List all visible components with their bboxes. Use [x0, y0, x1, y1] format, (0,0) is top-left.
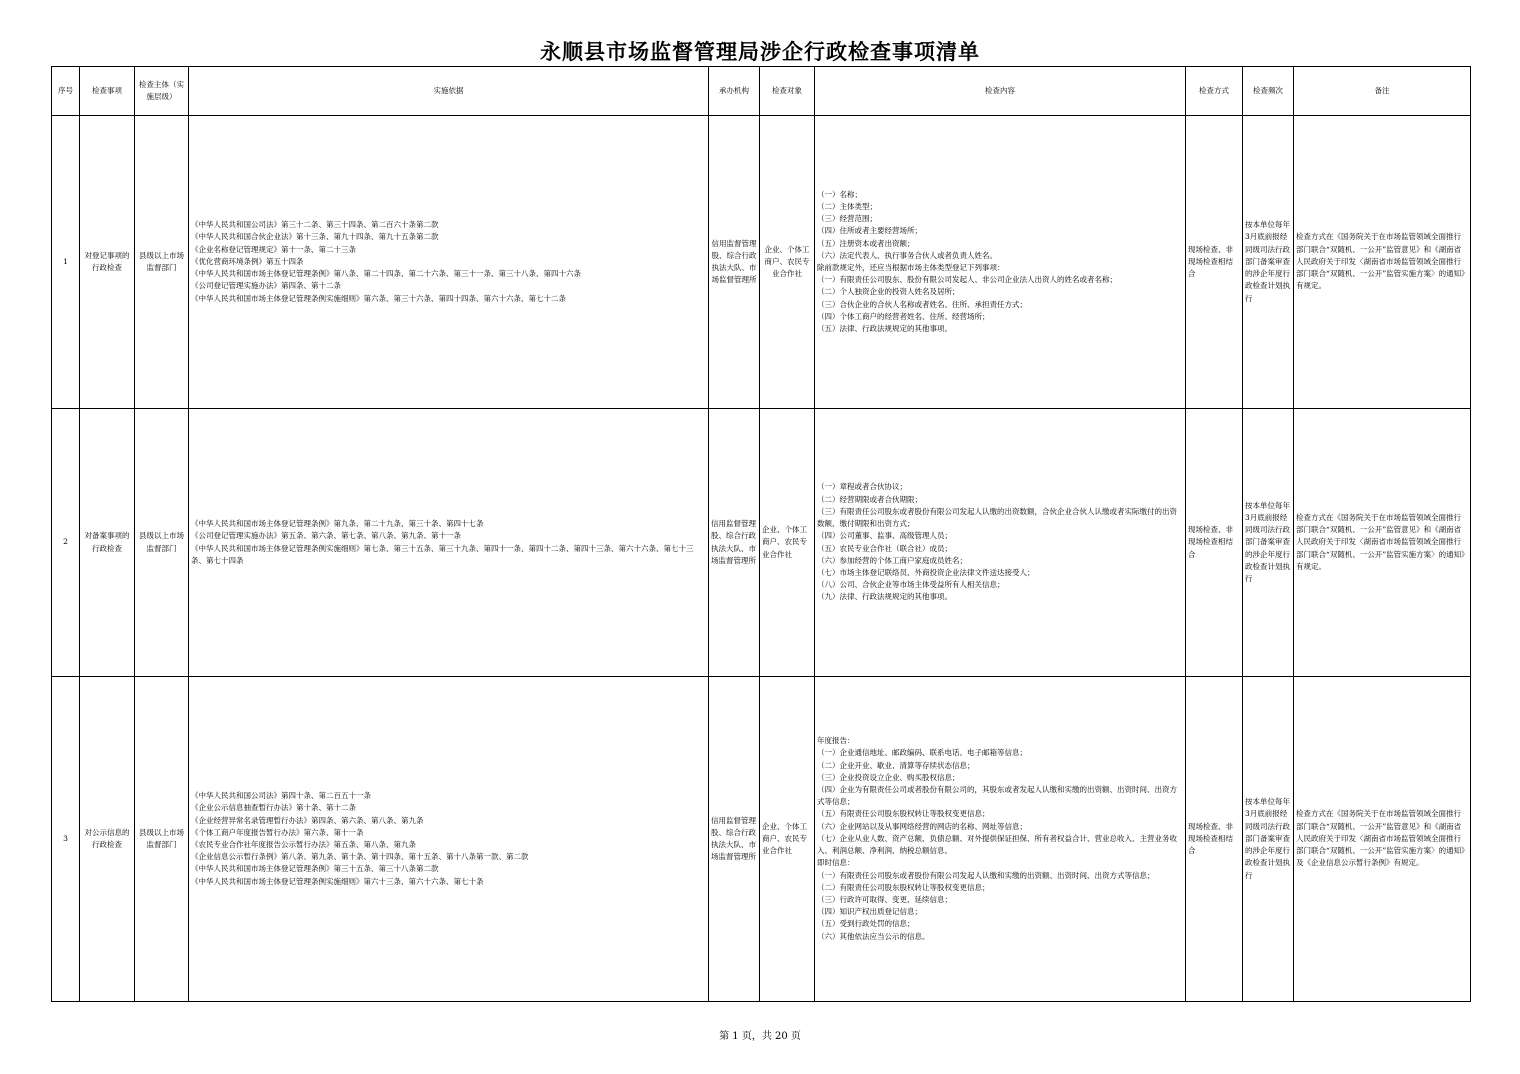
- cell-item: 对备案事项的行政检查: [80, 409, 135, 677]
- cell-remark: 检查方式在《国务院关于在市场监管领域全面推行部门联合“双随机、一公开”监管意见》和《湖南省人民政府关于印发〈湖南省市场监管领域全面推行部门联合“双随机、一公开”监管实施方案〉的通知》有规定。: [1294, 116, 1471, 409]
- table-row: [52, 116, 1471, 409]
- cell-item: 对登记事项的行政检查: [80, 116, 135, 409]
- header-subject: 检查主体（实施层级）: [135, 67, 189, 116]
- cell-remark: 检查方式在《国务院关于在市场监管领域全面推行部门联合“双随机、一公开”监管意见》和《湖南省人民政府关于印发〈湖南省市场监管领域全面推行部门联合“双随机、一公开”监管实施方案〉的通知》有规定。: [1294, 409, 1471, 677]
- basis-text: 《中华人民共和国公司法》第四十条、第二百五十一条 《企业公示信息抽查暂行办法》第十条、第十二条 《企业经营异常名录管理暂行办法》第四条、第六条、第八条、第九条 《个体工商户年度报告暂行办法》第六条、第十一条 《农民专业合作社年度报告公示暂行办法》第五条、第八条、第九条 《企业信息公示暂行条例》第八条、第九条、第十条、第十四条、第十五条、第十八条第一款、第二款 《中华人民共和国市场主体登记管理条例》第三十五条、第三十八条第二款 《中华人民共和国市场主体登记管理条例实施细则》第六十三条、第六十六条、第七十条: [191, 791, 529, 886]
- cell-subject: 县级以上市场监督部门: [135, 116, 189, 409]
- header-target: 检查对象: [760, 67, 815, 116]
- header-seq: 序号: [52, 67, 80, 116]
- header-content: 检查内容: [815, 67, 1186, 116]
- cell-basis: [189, 116, 709, 409]
- cell-agency: 信用监督管理股、综合行政执法大队、市场监督管理所: [709, 116, 760, 409]
- header-method: 检查方式: [1186, 67, 1243, 116]
- cell-method: 现场检查、非现场检查相结合: [1186, 677, 1243, 1002]
- cell-content: [815, 677, 1186, 1002]
- cell-item: 对公示信息的行政检查: [80, 677, 135, 1002]
- cell-seq: 1: [52, 116, 80, 409]
- cell-target: 企业、个体工商户、农民专业合作社: [760, 409, 815, 677]
- content-text: 年度报告： （一）企业通信地址、邮政编码、联系电话、电子邮箱等信息； （二）企业开业、歇业、清算等存续状态信息； （三）企业投资设立企业、购买股权信息； （四）企业为有限责任公司或者股份有限公司的，其股东或者发起人认缴和实缴的出资额、出资时间、出资方式等信息； （五）有限责任公司股东股权转让等股权变更信息； （六）企业网站以及从事网络经营的网店的名称、网址等信息； （七）企业从业人数、资产总额、负债总额、对外提供保证担保、所有者权益合计、营业总收入、主营业务收入、利润总额、净利润、纳税总额信息。 即时信息： （一）有限责任公司股东或者股份有限公司发起人认缴和实缴的出资额、出资时间、出资方式等信息； （二）有限责任公司股东股权转让等股权变更信息； （三）行政许可取得、变更、延续信息； （四）知识产权出质登记信息； （五）受到行政处罚的信息； （六）其他依法应当公示的信息。: [817, 736, 1177, 941]
- cell-agency: 信用监督管理股、综合行政执法大队、市场监督管理所: [709, 409, 760, 677]
- cell-frequency: 按本单位每年3月底前报经同级司法行政部门备案审查的涉企年度行政检查计划执行: [1243, 116, 1294, 409]
- cell-remark: 检查方式在《国务院关于在市场监管领域全面推行部门联合“双随机、一公开”监管意见》和《湖南省人民政府关于印发〈湖南省市场监管领域全面推行部门联合“双随机、一公开”监管实施方案〉的通知》及《企业信息公示暂行条例》有规定。: [1294, 677, 1471, 1002]
- cell-basis: [189, 677, 709, 1002]
- cell-seq: 2: [52, 409, 80, 677]
- cell-content: [815, 409, 1186, 677]
- basis-text: 《中华人民共和国公司法》第三十二条、第三十四条、第二百六十条第二款 《中华人民共和国合伙企业法》第十三条、第九十四条、第九十五条第二款 《企业名称登记管理规定》第十一条、第二十三条 《优化营商环境条例》第五十四条 《中华人民共和国市场主体登记管理条例》第八条、第二十四条、第二十六条、第三十一条、第三十八条、第四十六条 《公司登记管理实施办法》第四条、第十二条 《中华人民共和国市场主体登记管理条例实施细则》第六条、第三十六条、第四十四条、第六十六条、第七十二条: [191, 220, 581, 303]
- table-row: [52, 409, 1471, 677]
- cell-method: 现场检查、非现场检查相结合: [1186, 116, 1243, 409]
- cell-seq: 3: [52, 677, 80, 1002]
- header-item: 检查事项: [80, 67, 135, 116]
- cell-content: [815, 116, 1186, 409]
- cell-subject: 县级以上市场监督部门: [135, 677, 189, 1002]
- content-text: （一）名称； （二）主体类型； （三）经营范围； （四）住所或者主要经营场所； （五）注册资本或者出资额； （六）法定代表人、执行事务合伙人或者负责人姓名。 除前款规定外，还应当根据市场主体类型登记下列事项： （一）有限责任公司股东、股份有限公司发起人、非公司企业法人出资人的姓名或者名称； （二）个人独资企业的投资人姓名及居所； （三）合伙企业的合伙人名称或者姓名、住所、承担责任方式； （四）个体工商户的经营者姓名、住所、经营场所； （五）法律、行政法规规定的其他事项。: [817, 189, 1117, 334]
- page-title: 永顺县市场监督管理局涉企行政检查事项清单: [540, 39, 980, 64]
- header-agency: 承办机构: [709, 67, 760, 116]
- page-footer: 第 1 页，共 20 页: [719, 1031, 801, 1042]
- cell-target: 企业、个体工商户、农民专业合作社: [760, 116, 815, 409]
- cell-target: 企业、个体工商户、农民专业合作社: [760, 677, 815, 1002]
- header-remark: 备注: [1294, 67, 1471, 116]
- cell-basis: [189, 409, 709, 677]
- inspection-items-table: [51, 66, 1471, 1002]
- cell-subject: 县级以上市场监督部门: [135, 409, 189, 677]
- cell-frequency: 按本单位每年3月底前报经同级司法行政部门备案审查的涉企年度行政检查计划执行: [1243, 409, 1294, 677]
- cell-agency: 信用监督管理股、综合行政执法大队、市场监督管理所: [709, 677, 760, 1002]
- cell-frequency: 按本单位每年3月底前报经同级司法行政部门备案审查的涉企年度行政检查计划执行: [1243, 677, 1294, 1002]
- header-frequency: 检查频次: [1243, 67, 1294, 116]
- table-header-row: [52, 67, 1471, 116]
- table-row: [52, 677, 1471, 1002]
- header-basis: 实施依据: [189, 67, 709, 116]
- cell-method: 现场检查、非现场检查相结合: [1186, 409, 1243, 677]
- basis-text: 《中华人民共和国市场主体登记管理条例》第九条、第二十九条、第三十条、第四十七条 《公司登记管理实施办法》第五条、第六条、第七条、第八条、第九条、第十一条 《中华人民共和国市场主体登记管理条例实施细则》第七条、第三十五条、第三十九条、第四十一条、第四十二条、第四十三条、第六十六条、第七十三条、第七十四条: [191, 519, 694, 565]
- content-text: （一）章程或者合伙协议； （二）经营期限或者合伙期限； （三）有限责任公司股东或者股份有限公司发起人认缴的出资数额，合伙企业合伙人认缴或者实际缴付的出资数额、缴付期限和出资方式； （四）公司董事、监事、高级管理人员； （五）农民专业合作社（联合社）成员； （六）参加经营的个体工商户家庭成员姓名； （七）市场主体登记联络员、外商投资企业法律文件送达接受人； （八）公司、合伙企业等市场主体受益所有人相关信息； （九）法律、行政法规规定的其他事项。: [817, 482, 1177, 602]
